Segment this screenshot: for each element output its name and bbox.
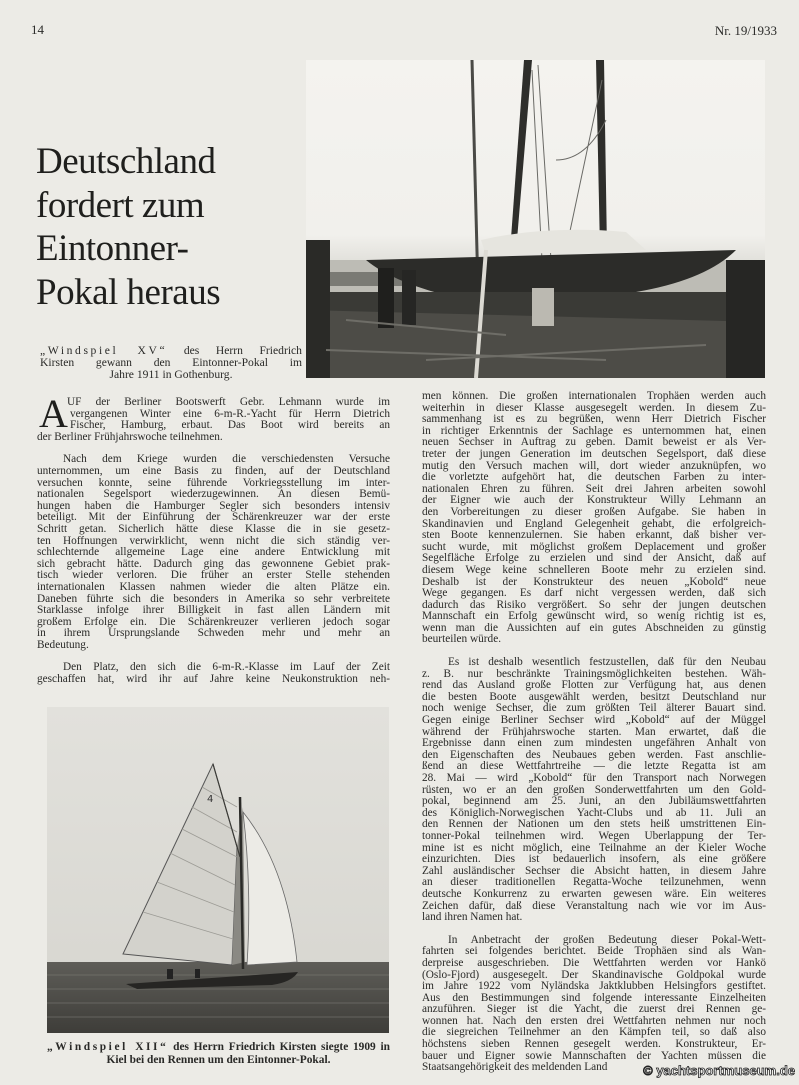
paragraph [37,397,390,443]
article-column-left [37,397,390,697]
sail-number: 4 [207,794,214,805]
text-line: den Eigenschaften des Neubaues geben werden. Fast anschlie- [422,749,766,761]
text-line: wenn man die Aussichten auf ein gutes Abschneiden zu günstig [422,622,766,634]
text-line: geschaffen hat, wird ihr auf Jahre keine Neukonstruktion neh- [37,674,390,686]
text-line: mine ist es nicht möglich, eine Teilnahme an der Kieler Woche [422,842,766,854]
text-line: versuchen konnte, seine führende Vorkriegsstellung im inter- [37,477,390,489]
text-line: neuen Sechser in Auftrag zu geben. Damit beweist er als Ver- [422,437,766,449]
photo-sailing-yacht [47,707,389,1033]
text-line: 28. Mai — wird „Kobold“ für den Transport nach Norwegen [422,773,766,784]
text-line: die besten Boote ausgewählt werden, besitzt Deutschland nur [422,691,766,703]
text-line: der Berliner Frühjahrswoche teilnehmen. [37,431,223,443]
paragraph [37,454,390,651]
drop-cap: A [39,397,68,431]
text-line: schlechternde allgemeine Lage eine andere Entwicklung mit [37,547,390,559]
text-line: rüsten, wo er an den großen Sonderwettfahrten um den Gold- [422,784,766,796]
text-line: großem Erfolge ein. Die Schärenkreuzer verlieren jedoch sogar [37,616,390,628]
text-line: einzurichten. Dies ist bedauerlich insofern, als eine größere [422,854,766,866]
text-line: beurteilen würde. [422,634,502,646]
text-line: sich gebracht hätte. Dadurch ging das gewonnene Gebiet prak- [37,558,390,570]
article-title [36,140,220,314]
page-number: 14 [31,22,44,37]
text-line: Es ist deshalb wesentlich festzustellen, daß für den Neubau [448,657,766,669]
photo-yacht-on-slipway [306,60,765,378]
text-line: höchstens sieben Rennen gesegelt werden. Konstrukteur, Er- [422,1039,766,1051]
text-line: ten Hoffnungen verwirklicht, wenn nicht die sich ständig ver- [37,535,390,547]
text-line: unternommen, um eine Basis zu finden, auf der Deutschland [37,465,390,477]
text-line: anzuführen. Sieger ist die Yacht, die zuerst drei Rennen ge- [422,1004,766,1016]
text-line: tonner-Pokal teilnehmen wird. Wegen Überlappung der Ter- [422,830,766,842]
text-line: während der Frühjahrswoche starten. Man erwartet, daß die [422,726,766,738]
text-line: sten Boote kennenzulernen. Sie haben erkannt, daß bisher ver- [422,530,766,542]
text-line: internationalen Klassen nahmen wieder die alten Plätze ein. [37,581,390,593]
text-line: den Vorbereitungen zu dieser großen Aufgabe. Sie haben in [422,506,766,518]
text-line: Segelfläche Erfolge zu erzielen und sind der Ansicht, daß auf [422,553,766,565]
paragraph [422,657,766,924]
text-line: ßend an diese Wettfahrtreihe — die letzte Regatta ist am [422,761,766,773]
text-line: an dieser traditionellen Regatta-Woche teilzunehmen, wenn [422,877,766,889]
photo-caption-top [40,345,302,381]
photo-caption-bottom [47,1041,390,1067]
text-line: hungen haben die Hamburger Segler sich besonders intensiv [37,500,390,512]
text-line: Zahl ausländischer Sechser die Absicht hatten, in diesem Jahre [422,865,766,877]
text-line: Wege gegangen. Es darf nicht vergessen werden, daß sich [422,588,766,600]
caption-text: des Herrn Friedrich Kirsten siegte 1909 in [173,1041,390,1053]
paragraph [37,662,390,685]
yacht-name: „Windspiel XII“ [47,1041,169,1053]
text-line: mutig den Versuch machen will, dort wieder anzuknüpfen, wo [422,460,766,472]
title-line: Eintonner- [36,228,189,269]
text-line: In Anbetracht der großen Bedeutung dieser Pokal-Wett- [448,934,766,946]
text-line: nationalen Ehren zu führen. Seit drei Jahren arbeiten sowohl [422,483,766,495]
text-line: Mannschaft ein Erfolg gewünscht wird, so wenig richtig ist es, [422,611,766,623]
text-line: Daneben führte sich die besonders in Amerika so sehr verbreitete [37,593,390,605]
text-line: wonnen hat. Nach den ersten drei Wettfahrten nehmen nur noch [422,1015,766,1027]
text-line: im Jahre 1922 vom Nyländska Jaktklubben Helsingfors gestiftet. [422,981,766,993]
text-line: z. B. nur beschränkte Trainingsmöglichkeiten bestehen. Wäh- [422,668,766,680]
text-line: in ihrem Ursprungslande Schweden mehr und mehr an [37,628,390,640]
caption-line: Jahre 1911 in Gothenburg. [109,369,233,381]
text-line: Gegen einige Berliner Sechser wird „Kobold“ auf der Müggel [422,715,766,727]
text-line: den Rennen der Nationen um den stets heiß umstrittenen Ein- [422,819,766,831]
text-line: fahrten sei folgendes berichtet. Beide Trophäen sind als Wan- [422,946,766,958]
text-line: des Königlich-Norwegischen Yacht-Clubs und ab 11. Juli an [422,807,766,819]
text-line: Fischer, Hamburg, erbaut. Das Boot wird bereits an [70,420,390,432]
text-line: die vorletzte aufgehört hat, die deutschen Farben zu inter- [422,472,766,484]
text-line: weiterhin in dieser Klasse ausgesegelt werden. In diesem Zu- [422,402,766,414]
text-line: die siegreichen Teilnehmer an den Kämpfen teil, so daß also [422,1027,766,1039]
text-line: men können. Die großen internationalen Trophäen werden auch [422,391,766,402]
text-line: Bedeutung. [37,639,89,651]
text-line: derpreise ausgeschrieben. Die Wettfahrten werden vor Hankö [422,957,766,969]
caption-line: Kiel bei den Rennen um den Eintonner-Pokal. [106,1054,331,1066]
text-line: treter der jungen Generation im deutschen Segelsport, daß diese [422,448,766,460]
text-line: sammenhang ist es zu begrüßen, wenn Herr Dietrich Fischer [422,414,766,426]
text-line: Staatsangehörigkeit des meldenden Land [422,1062,608,1074]
yacht-name: „Windspiel XV“ [40,345,168,357]
caption-text: des Herrn Friedrich [183,345,302,357]
text-line: vergangenen Winter eine 6-m-R.-Yacht für Herrn Dietrich [70,408,390,420]
text-line: (Oslo-Fjord) ausgesegelt. Der Skandinavische Goldpokal wurde [422,969,766,981]
text-line: Nach dem Kriege wurden die verschiedensten Versuche [63,454,390,466]
paragraph [422,391,766,646]
text-line: sucht wurde, mit möglichst großem Deplacement und großer [422,541,766,553]
text-line: noch wenige Sechser, die zum größten Teil älterer Bauart sind. [422,703,766,715]
watermark: © yachtsportmuseum.de [643,1063,795,1078]
text-line: Zeichen dafür, daß diese Veranstaltung nach wie vor im Aus- [422,900,766,912]
title-line: fordert zum [36,184,205,226]
text-line: Aus den Bestimmungen sind folgende interessante Einzelheiten [422,992,766,1004]
text-line: in richtiger Erkenntnis der Sachlage es unternommen hat, einen [422,425,766,437]
text-line: Deshalb ist der Konstrukteur des neuen „Kobold“ neue [422,576,766,588]
text-line: Skandinavien und England Gelegenheit gehabt, die erfolgreich- [422,518,766,530]
issue-number: Nr. 19/1933 [714,23,777,38]
text-line: bauer und Eigner sowie Mannschaften der Yachten müssen die [422,1050,766,1062]
text-line: deutsche Konkurrenz zu erwarten gewesen wäre. Ein weiteres [422,888,766,900]
text-line: nationalen Segelsport wiederzugewinnen. An diesen Bemü- [37,489,390,501]
text-line: diesem Wege keine schnelleren Boote mehr zu erzielen sind. [422,564,766,576]
paragraph [422,935,766,1074]
text-line: pokal, beginnend am 25. Juni, an den Jubiläumswettfahrten [422,796,766,808]
title-line: Deutschland [36,141,216,182]
text-line: rend das Ausland große Flotten zur Verfügung hat, aus denen [422,680,766,692]
title-line: Pokal heraus [36,271,221,313]
text-line: UF der Berliner Bootswerft Gebr. Lehmann wurde im [67,397,390,408]
text-line: der Eigner wie auch der Konstrukteur Willy Lehmann an [422,495,766,507]
text-line: Schritt getan. Sicherlich hätte diese Klasse die in sie gesetz- [37,523,390,535]
article-column-right [422,391,766,1085]
text-line: Den Platz, den sich die 6-m-R.-Klasse im Lauf der Zeit [63,662,390,674]
text-line: dadurch das Risiko vergrößert. So sehr der jungen deutschen [422,599,766,611]
text-line: beteiligt. Mit der Einführung der Schärenkreuzer war der erste [37,512,390,524]
text-line: Starklasse infolge ihrer Billigkeit in fast allen Ländern mit [37,605,390,617]
text-line: land ihren Namen hat. [422,912,523,924]
text-line: tisch wieder verloren. Die früher an erster Stelle stehenden [37,570,390,582]
caption-line: Kirsten gewann den Eintonner-Pokal im [40,357,302,369]
text-line: Ergebnisse dann einen zum mindesten ungefähren Anhalt von [422,738,766,750]
